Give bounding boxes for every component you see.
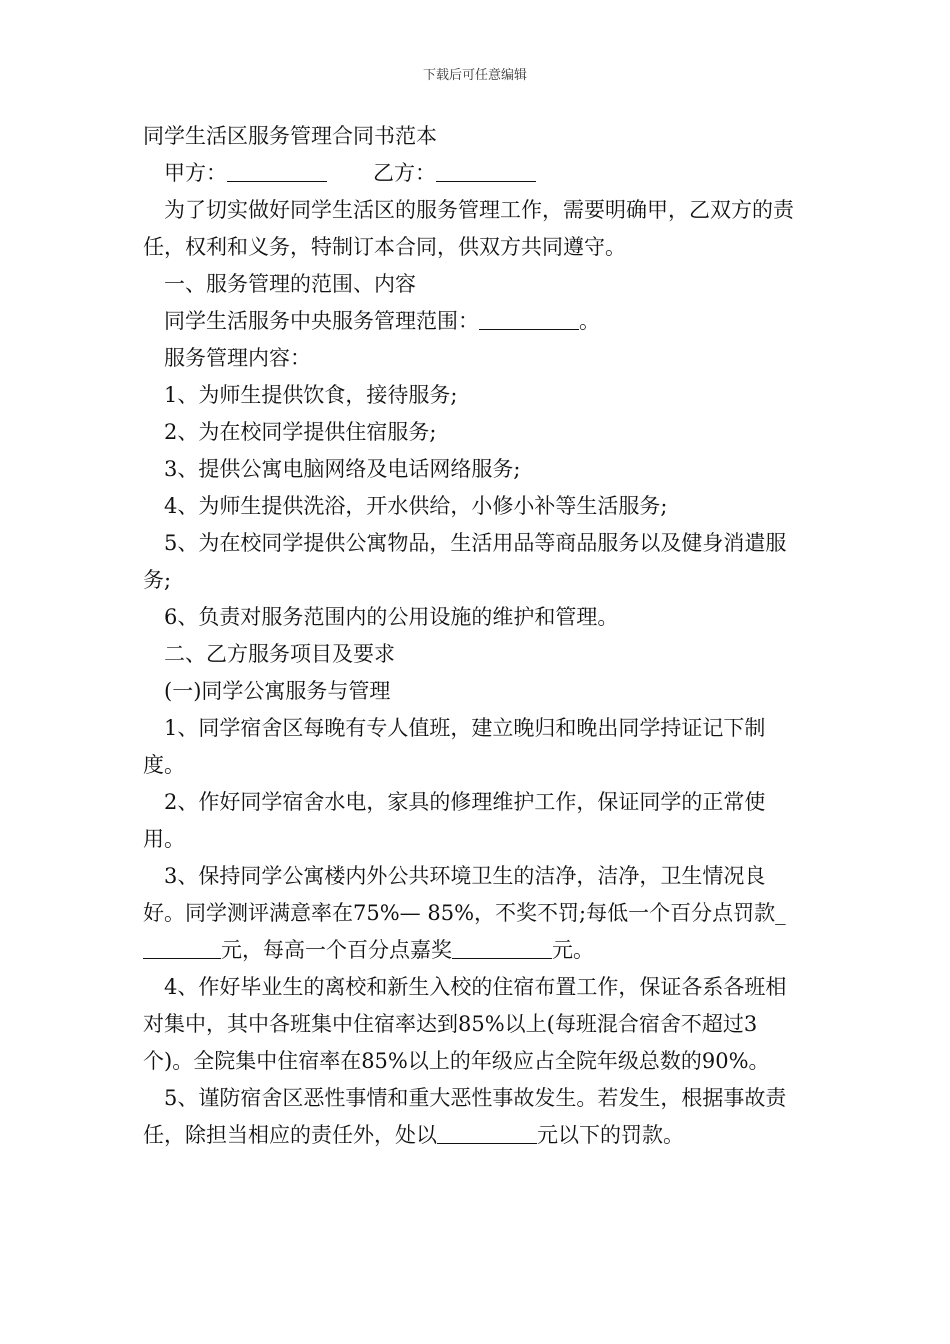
list-item: 3、提供公寓电脑网络及电话网络服务; [164, 457, 521, 481]
list-item: 4、为师生提供洗浴，开水供给，小修小补等生活服务; [164, 494, 668, 518]
party-b-label: 乙方： [373, 161, 436, 185]
clause-4: 4、作好毕业生的离校和新生入校的住宿布置工作，保证各系各班相对集中，其中各班集中住宿率达到85%以上(每班混合宿舍不超过3个)。全院集中住宿率在85%以上的年级应占全院年级总数的90%。 [143, 975, 787, 1073]
section-1-heading: 一、服务管理的范围、内容 [164, 272, 416, 296]
party-a-label: 甲方： [164, 161, 227, 185]
clause-5-text-b: 元以下的罚款。 [537, 1123, 684, 1147]
penalty-blank [143, 937, 221, 959]
list-item: 2、为在校同学提供住宿服务; [164, 420, 437, 444]
scope-end: 。 [579, 309, 600, 333]
clause-3-text-c: 元。 [552, 938, 594, 962]
scope-line [143, 303, 807, 340]
list-item: 1、为师生提供饮食，接待服务; [164, 383, 458, 407]
subsection-1-heading: (一)同学公寓服务与管理 [164, 679, 391, 703]
section-2-heading: 二、乙方服务项目及要求 [164, 642, 395, 666]
clause-3-text-a: 3、保持同学公寓楼内外公共环境卫生的洁净，洁净，卫生情况良好。同学测评满意率在75%— 85%，不奖不罚;每低一个百分点罚款_ [143, 864, 786, 925]
fine-blank [437, 1122, 537, 1144]
parties-line [143, 155, 807, 192]
list-item: 5、为在校同学提供公寓物品，生活用品等商品服务以及健身消遣服务; [143, 531, 787, 592]
intro-paragraph: 为了切实做好同学生活区的服务管理工作，需要明确甲，乙双方的责任，权利和义务，特制订本合同，供双方共同遵守。 [143, 198, 794, 259]
clause-5 [143, 1080, 807, 1154]
clause-3 [143, 858, 807, 969]
clause-3-text-b: 元，每高一个百分点嘉奖 [221, 938, 452, 962]
document-body [143, 118, 807, 1154]
clause-2: 2、作好同学宿舍水电，家具的修理维护工作，保证同学的正常使用。 [143, 790, 766, 851]
clause-1: 1、同学宿舍区每晚有专人值班，建立晚归和晚出同学持证记下制度。 [143, 716, 766, 777]
reward-blank [452, 937, 552, 959]
list-item: 6、负责对服务范围内的公用设施的维护和管理。 [164, 605, 619, 629]
content-label: 服务管理内容： [164, 346, 311, 370]
scope-blank [479, 308, 579, 330]
header-note: 下载后可任意编辑 [422, 68, 527, 83]
document-title: 同学生活区服务管理合同书范本 [143, 124, 437, 148]
party-a-blank [227, 160, 327, 182]
clause-5-text-a: 5、谨防宿舍区恶性事情和重大恶性事故发生。若发生，根据事故责任，除担当相应的责任外，处以 [143, 1086, 787, 1147]
party-b-blank [436, 160, 536, 182]
scope-label: 同学生活服务中央服务管理范围： [164, 309, 479, 333]
